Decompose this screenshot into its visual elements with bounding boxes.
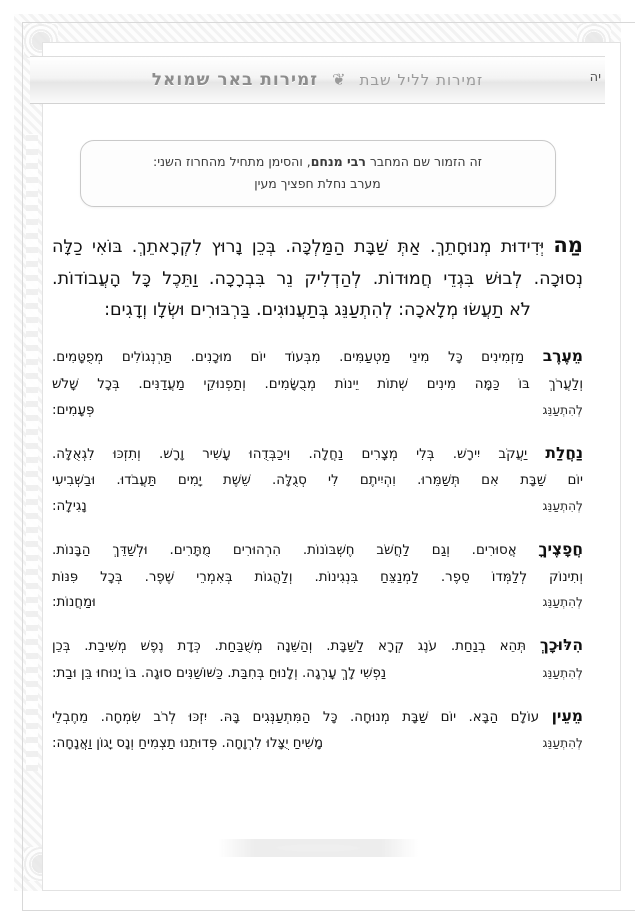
stanza-6-text-1: עוֹלָם הַבָּא. יוֹם שַׁבָּת מְנוּחָה. כָּל הַמִּתְעַנְּגִים בָּהּ. יִזְכּוּ לְרֹב שִׂמְחָה. מֵחֶבְלֵי	[52, 709, 540, 725]
intro-note-line2: מערב נחלת חפציך מעין	[254, 175, 381, 191]
page-header-band	[30, 56, 605, 104]
stanza-2-closing-row	[52, 398, 583, 424]
stanza-5	[52, 631, 583, 686]
header-title: זמירות באר שמואל	[151, 70, 319, 90]
stanza-2-refrain: לְהִתְעַנֵּג	[542, 402, 583, 417]
intro-note-line1-prefix: זה הזמור שם המחבר	[365, 154, 482, 169]
stanza-2-line-1	[52, 342, 583, 372]
song-content	[52, 132, 583, 772]
stanza-1-text-1: יְּדִידוּת מְנוּחָתֵךְ. אַתְּ שַׁבָּת הַמַּלְכָּה. בְּכֵן נָרוּץ לִקְרָאתֵךְ. בּוֹאִי כַלָּה	[52, 236, 545, 257]
stanza-3-refrain: לְהִתְעַנֵּג	[542, 499, 583, 514]
bottom-flourish-ornament	[218, 839, 418, 857]
stanza-2	[52, 342, 583, 423]
stanza-3-text-1: יַעֲקֹב יִירָשׁ. בְּלִי מְצָרִים נַחֲלָה. וִיכַבְּדֻהוּ עָשִׁיר וָרָשׁ. וְתִזְכּוּ לִגְאֻלָּה.	[52, 446, 528, 462]
stanza-4-text-1: אֲסוּרִים. וְגַם לַחֲשֹׁב חֶשְׁבּוֹנוֹת. הִרְהוּרִים מֻתָּרִים. וּלְשַׁדֵּךְ הַבָּנוֹת.	[52, 542, 517, 558]
stanza-4-tail: וּמַחֲנוֹת:	[52, 595, 96, 611]
stanza-6-tail: מָשִׁיחַ יֻצָּלוּ לִרְוָחָה. פְּדוּתֵנוּ תַצְמִיחַ וְנָס יָגוֹן וַאֲנָחָה:	[52, 736, 324, 752]
stanza-5-tail: נַפְשִׁי לָךְ עָרְגָה. וְלָנוּחַ בְּחִבַּת. כַּשּׁוֹשַׁנִּים סוּגָה. בּוֹ יָנוּחוּ בֵּן וּבַת:	[52, 665, 387, 681]
stanza-3-line-1	[52, 439, 583, 469]
stanza-6-opening-word: מֵעֵין	[551, 706, 583, 725]
stanza-5-text-1: תְּהֵא בְנַחַת. עֹנֶג קְרָא לַשַּׁבָּת. וְהַשֵּׁנָה מְשֻׁבַּחַת. כְּדָת נֶפֶשׁ מְשִׁיבַת. בְּכֵן	[52, 639, 527, 655]
intro-note-author: רבי מנחם	[310, 154, 366, 169]
stanza-4-line-2: וְתִינוֹק לְלַמְּדוֹ סֵפֶר. לַמְנַצֵּחַ בִּנְגִינוֹת. וְלַהֲגוֹת בְּאִמְרֵי שֶׁפֶר. בְּכָל פִּנּוֹת	[52, 569, 583, 585]
intro-note	[80, 140, 556, 207]
stanza-6	[52, 702, 583, 757]
stanza-1-line-2: נְסוּכָה. לְבוּשׁ בִּגְדֵי חֲמוּדוֹת. לְהַדְלִיק נֵר בִּבְרָכָה. וַתֵּכֶל כָּל הָעֲבוֹדוֹת.	[52, 269, 583, 290]
stanza-3-opening-word: נַחֲלַת	[545, 443, 583, 462]
stanza-3-line-2: יוֹם שַׁבָּת אִם תְּשַׁמֵּרוּ. וִהְיִיתֶם לִי סְגֻלָּה. שֵׁשֶׁת יָמִים תַּעֲבֹדוּ. וּבַשְּׁבִיעִי	[52, 473, 583, 489]
page-number: יה	[589, 70, 601, 85]
stanza-5-closing-row	[52, 661, 583, 687]
stanza-6-closing-row	[52, 731, 583, 757]
stanza-2-text-1: מַזְמִינִים כָּל מִינֵי מַטְעַמִּים. מִבְּעוֹד יוֹם מוּכָנִים. תַּרְנְגוֹלִים מְפֻטָּמִים.	[52, 350, 525, 366]
stanza-2-opening-word: מֵעֶרֶב	[542, 347, 583, 366]
stanza-1-opening-word: מַה	[553, 232, 583, 257]
stanza-2-line-2: וְלַעֲרֹךְ בּוֹ כַּמָּה מִינִים שְׁתוֹת יֵינוֹת מְבֻשָּׂמִים. וְתַפְנוּקֵי מַעֲדַנִּים. בְּכָל שָׁלֹשׁ	[52, 377, 583, 393]
stanza-5-opening-word: הִלּוּכָךְ	[539, 636, 584, 655]
stanza-4-refrain: לְהִתְעַנֵּג	[542, 595, 583, 610]
stanza-5-refrain: לְהִתְעַנֵּג	[542, 665, 583, 680]
stanza-1	[52, 227, 583, 327]
stanza-4-closing-row	[52, 590, 583, 616]
swirl-divider-icon: ❦	[332, 69, 346, 89]
stanza-4-opening-word: חֲפָצֶיךָ	[538, 539, 583, 558]
stanza-1-line-1	[52, 227, 583, 264]
intro-note-line1-suffix: , והסימן מתחיל מהחרוז השני:	[153, 154, 311, 169]
stanza-4	[52, 535, 583, 616]
stanza-6-refrain: לְהִתְעַנֵּג	[542, 736, 583, 751]
stanza-3-tail: נָגִילָה:	[52, 499, 87, 515]
header-subtitle: זמירות לליל שבת	[359, 71, 484, 89]
stanza-1-line-3: לֹא תַעֲשׂוּ מְלָאכָה: לְהִתְעַנֵּג בְּתַעֲנוּגִים. בַּרְבּוּרִים וּשְׂלָו וְדָגִים:	[104, 300, 531, 321]
stanza-5-line-1	[52, 631, 583, 661]
stanza-4-line-1	[52, 535, 583, 565]
stanza-3-closing-row	[52, 494, 583, 520]
side-ornament-left	[26, 134, 38, 771]
stanza-6-line-1	[52, 702, 583, 732]
stanza-2-tail: פְּעָמִים:	[52, 402, 95, 418]
stanza-3	[52, 439, 583, 520]
